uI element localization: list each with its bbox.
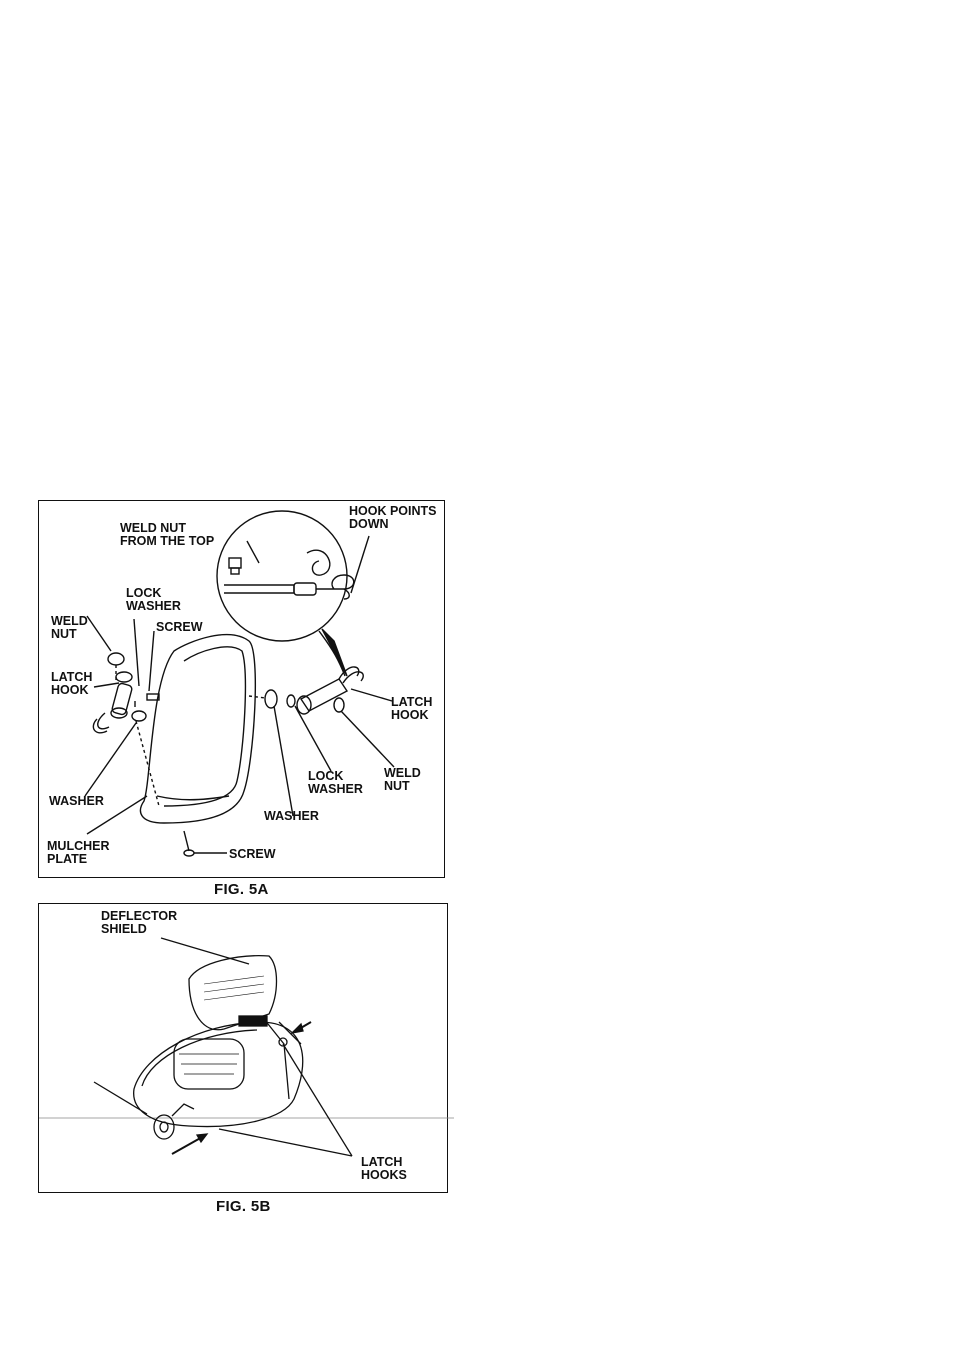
label-line: WASHER <box>264 809 319 823</box>
label-line: HOOK <box>391 708 429 722</box>
label-mulcher-plate <box>47 840 110 866</box>
label-line: LOCK <box>126 586 162 600</box>
label-line: PLATE <box>47 852 88 866</box>
label-line: HOOKS <box>361 1168 407 1182</box>
label-line: NUT <box>384 779 410 793</box>
label-lock-washer-right <box>308 770 363 796</box>
label-screw-bottom <box>229 848 276 861</box>
figure-5b-panel <box>38 903 448 1193</box>
label-latch-hooks <box>361 1156 407 1182</box>
caption-fig-5a: FIG. 5A <box>214 881 269 898</box>
label-line: WELD <box>51 614 88 628</box>
mulcher-plate-shape <box>141 635 256 823</box>
label-line: WELD NUT <box>120 521 186 535</box>
mower-drawing <box>39 904 449 1194</box>
exploded-view-drawing <box>39 501 446 879</box>
label-line: HOOK <box>51 683 89 697</box>
label-washer-left <box>49 795 104 808</box>
label-line: LOCK <box>308 769 344 783</box>
label-line: SHIELD <box>101 922 147 936</box>
label-line: LATCH <box>361 1155 403 1169</box>
label-line: DEFLECTOR <box>101 909 178 923</box>
label-line: MULCHER <box>47 839 110 853</box>
label-washer-right <box>264 810 319 823</box>
label-weld-nut-left <box>51 615 88 641</box>
label-line: LATCH <box>391 695 433 709</box>
label-line: SCREW <box>156 620 203 634</box>
label-latch-hook-right <box>391 696 432 722</box>
label-line: HOOK POINTS <box>349 504 437 518</box>
label-weld-nut-right <box>384 767 421 793</box>
label-line: SCREW <box>229 847 276 861</box>
label-line: WASHER <box>49 794 104 808</box>
label-screw-top <box>156 621 203 634</box>
label-line: NUT <box>51 627 77 641</box>
label-line: WASHER <box>126 599 181 613</box>
caption-fig-5b: FIG. 5B <box>216 1198 271 1215</box>
label-latch-hook-left <box>51 671 92 697</box>
label-line: WELD <box>384 766 421 780</box>
figure-5a-panel <box>38 500 445 878</box>
label-lock-washer-left <box>126 587 181 613</box>
front-wheel <box>154 1115 174 1139</box>
label-deflector-shield <box>101 910 177 936</box>
label-line: FROM THE TOP <box>120 534 215 548</box>
label-weld-nut-from-top <box>120 522 214 548</box>
label-hook-points-down <box>349 505 437 531</box>
label-line: LATCH <box>51 670 93 684</box>
label-line: DOWN <box>349 517 389 531</box>
label-line: WASHER <box>308 782 363 796</box>
detail-circle <box>217 511 347 641</box>
